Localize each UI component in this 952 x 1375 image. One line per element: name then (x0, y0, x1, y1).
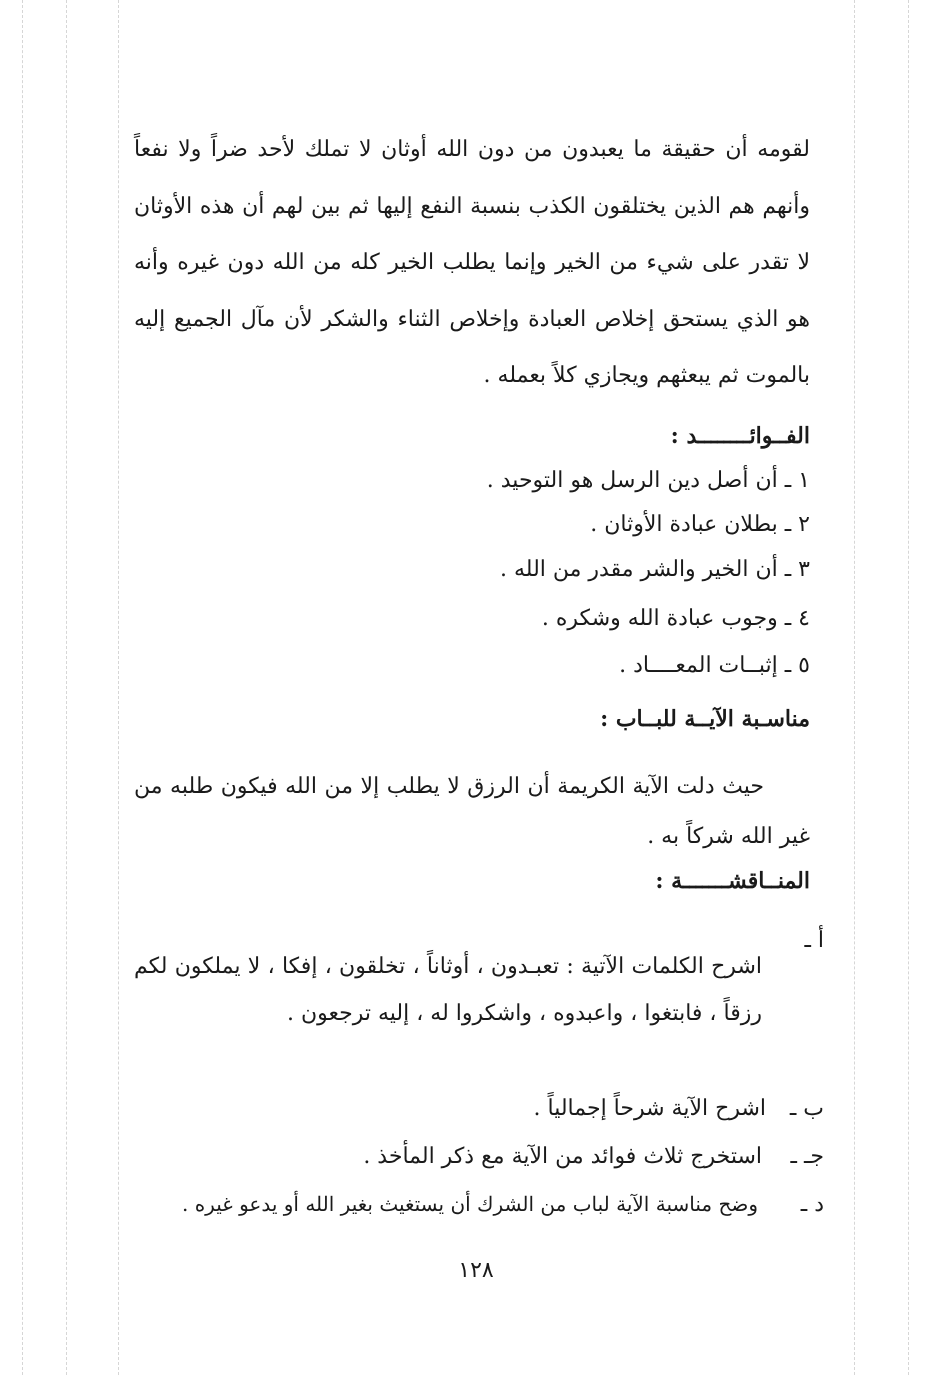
question-letter: جـ ـ (790, 1144, 824, 1169)
question-text: اشرح الكلمات الآتية : تعبـدون ، أوثاناً ، تخلقون ، إفكا ، لا يملكون لكم رزقاً ، فابتغوا ، واعبدوه ، واشكروا له ، إليه ترجعون . (134, 954, 762, 1026)
question-letter: ب ـ (789, 1096, 824, 1121)
benefit-item: ٢ ـ بطلان عبادة الأوثان . (590, 512, 810, 537)
question-text: استخرج ثلاث فوائد من الآية مع ذكر المأخذ . (363, 1144, 762, 1169)
relevance-heading: مناسـبة الآيــة للبــاب : (600, 706, 810, 732)
question-text: اشرح الآية شرحاً إجمالياً . (533, 1096, 766, 1121)
benefits-heading: الفــوائــــــــد : (670, 423, 810, 449)
question-letter: د ـ (800, 1192, 824, 1217)
benefit-item: ١ ـ أن أصل دين الرسل هو التوحيد . (486, 468, 810, 493)
relevance-paragraph: حيث دلت الآية الكريمة أن الرزق لا يطلب إلا من الله فيكون طلبه من غير الله شركاً به . (134, 774, 810, 849)
benefit-item: ٥ ـ إثبــات المعــــاد . (619, 653, 810, 678)
question-text: وضح مناسبة الآية لباب من الشرك أن يستغيث بغير الله أو يدعو غيره . (181, 1192, 758, 1216)
page-number: ١٢٨ (458, 1258, 494, 1283)
intro-paragraph: لقومه أن حقيقة ما يعبدون من دون الله أوثان لا تملك لأحد ضراً ولا نفعاً وأنهم هم الذين يختلقون الكذب بنسبة النفع إليها ثم بين لهم أن هذه الأوثان لا تقدر على شيء من الخير وإنما يطلب الخير كله من الله دون غيره وأنه هو الذي يستحق إخلاص العبادة وإخلاص الثناء والشكر لأن مآل الجميع إليه بالموت ثم يبعثهم ويجازي كلاً بعمله . (134, 137, 810, 388)
benefit-item: ٤ ـ وجوب عبادة الله وشكره . (541, 606, 810, 631)
discussion-heading: المنــاقشـــــــة : (655, 868, 810, 894)
question-letter: أ ـ (804, 928, 824, 953)
benefit-item: ٣ ـ أن الخير والشر مقدر من الله . (500, 557, 810, 582)
